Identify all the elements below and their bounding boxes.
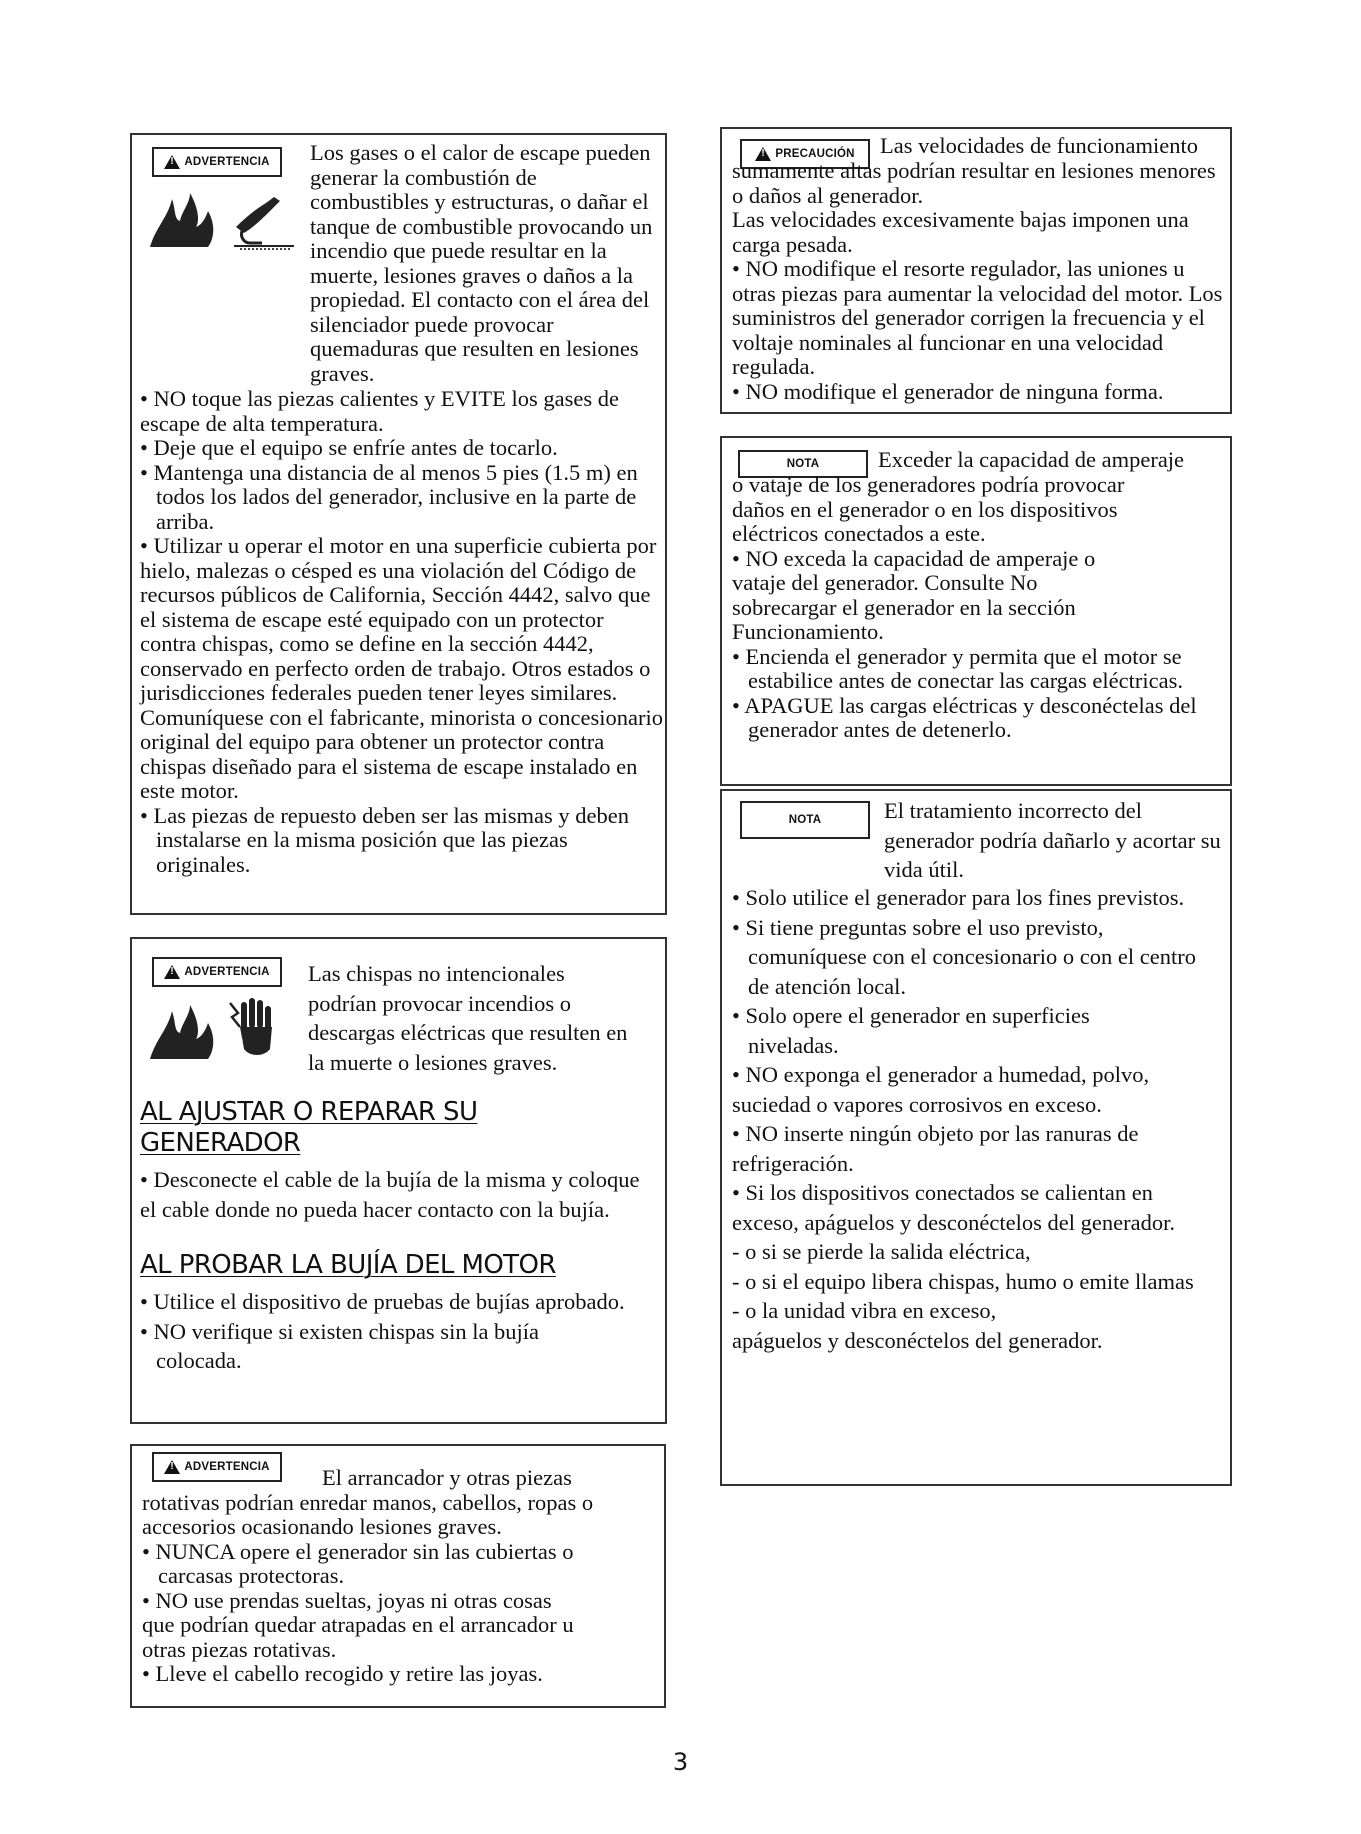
bullet-intended-use: • Solo utilice el generador para los fines previstos. (732, 885, 1185, 910)
warning-box-exhaust (130, 133, 667, 915)
fire-and-shock-icon (146, 997, 286, 1063)
warning-intro-text: El arrancador y otras piezas rotativas podrían enredar manos, cabellos, ropas o accesorios ocasionando lesiones graves. (142, 1465, 594, 1539)
dash-sparks-smoke: - o si el equipo libera chispas, humo o emite llamas (732, 1268, 1194, 1294)
bullet-loose-clothing: • NO use prendas sueltas, joyas ni otras cosas que podrían quedar atrapadas en el arrancador u otras piezas rotativas. (142, 1587, 574, 1662)
note-intro-first-line: Exceder la capacidad de amperaje (878, 447, 1185, 472)
contact-manufacturer-text: Comuníquese con el fabricante, minorista o concesionario original del equipo para obtener un protector contra chispas diseñado para el sistema de escape instalado en este motor. (140, 704, 663, 803)
caution-intro-rest: sumamente altas podrían resultar en lesiones menores o daños al generador. (732, 158, 1216, 208)
bullet-humidity: • NO exponga el generador a humedad, polvo, suciedad o vapores corrosivos en exceso. (732, 1062, 1150, 1117)
bullet-stabilize: • Encienda el generador y permita que el motor se estabilice antes de conectar las cargas eléctricas. (732, 643, 1183, 693)
warning-intro-text: Los gases o el calor de escape pueden generar la combustión de combustibles y estructuras, o dañar el tanque de combustible provocando un incendio que puede resultar en la muerte, lesiones graves o daños a la propiedad. El contacto con el área del silenciador puede provocar quemaduras que resulten en lesiones graves. (310, 140, 653, 386)
bullet-level-surface: • Solo opere el generador en superficies niveladas. (732, 1003, 1090, 1058)
caution-box-speed (720, 127, 1232, 414)
dash-power-loss: - o si se pierde la salida eléctrica, (732, 1239, 1031, 1264)
bullet-no-spark-check: • NO verifique si existen chispas sin la bujía colocada. (140, 1318, 540, 1373)
bullet-no-exceed: • NO exceda la capacidad de amperaje o vataje del generador. Consulte No sobrecargar el generador en la sección Funcionamiento. (732, 545, 1096, 644)
section-heading-adjust: AL AJUSTAR O REPARAR SU GENERADOR (140, 1097, 478, 1158)
fire-and-hot-surface-icon (146, 187, 296, 251)
caution-body (732, 159, 1230, 404)
note-badge: NOTA (738, 450, 868, 478)
note-box-misuse (720, 789, 1232, 1486)
warning-badge: ! ADVERTENCIA (152, 957, 282, 987)
bullet-cool-down: • Deje que el equipo se enfríe antes de tocarlo. (140, 435, 558, 460)
bullet-spark-arrester: • Utilizar u operar el motor en una superficie cubierta por hielo, malezas o césped es una violación del Código de recursos públicos de California, Sección 4442, salvo que el sistema de escape esté equipado con un protector contra chispas, como se define en la sección 4442, conservado en perfecto orden de trabajo. Otros estados o jurisdicciones federales pueden tener leyes similares. (140, 533, 657, 705)
warning-badge: ! ADVERTENCIA (152, 1452, 282, 1482)
bullet-no-modify-generator: • NO modifique el generador de ninguna forma. (732, 378, 1164, 404)
warning-body (140, 387, 665, 877)
warning-badge: ! ADVERTENCIA (152, 147, 282, 177)
note-body (732, 883, 1230, 1355)
warning-body (140, 1097, 665, 1376)
warning-box-sparks (130, 937, 667, 1424)
warning-box-rotating-parts (130, 1444, 666, 1708)
bullet-cooling-slots: • NO inserte ningún objeto por las ranuras de refrigeración. (732, 1121, 1139, 1176)
bullet-overheat: • Si los dispositivos conectados se calientan en exceso, apáguelos y desconéctelos del generador. (732, 1180, 1175, 1235)
bullet-approved-tester: • Utilice el dispositivo de pruebas de bujías aprobado. (140, 1289, 625, 1314)
bullet-clearance: • Mantenga una distancia de al menos 5 pies (1.5 m) en todos los lados del generador, inclusive en la parte de arriba. (140, 459, 638, 534)
bullet-turn-off-loads: • APAGUE las cargas eléctricas y desconéctelas del generador antes de detenerlo. (732, 692, 1197, 742)
closing-instruction: apáguelos y desconéctelos del generador. (732, 1327, 1103, 1353)
bullet-hot-parts: • NO toque las piezas calientes y EVITE los gases de escape de alta temperatura. (140, 386, 619, 436)
note-intro-rest: o vataje de los generadores podría provocar daños en el generador o en los dispositivos eléctricos conectados a este. (732, 472, 1125, 546)
note-body (732, 473, 1230, 743)
warning-triangle-icon (164, 965, 180, 979)
warning-triangle-icon (164, 155, 180, 169)
note-intro-text: El tratamiento incorrecto del generador podría dañarlo y acortar su vida útil. (884, 798, 1221, 882)
bullet-hair-jewelry: • Lleve el cabello recogido y retire las joyas. (142, 1661, 543, 1686)
bullet-no-modify-governor: • NO modifique el resorte regulador, las uniones u otras piezas para aumentar la velocidad del motor. Los suministros del generador corrigen la frecuencia y el voltaje nominales al funcionar en una velocidad regulada. (732, 256, 1223, 379)
paragraph-low-speed: Las velocidades excesivamente bajas imponen una carga pesada. (732, 207, 1189, 257)
section-heading-test: AL PROBAR LA BUJÍA DEL MOTOR (140, 1250, 556, 1280)
paragraph-disconnect: • Desconecte el cable de la bujía de la misma y coloque el cable donde no pueda hacer contacto con la bujía. (140, 1167, 640, 1222)
caution-badge: ! PRECAUCIÓN (740, 139, 870, 169)
page-number: 3 (672, 1748, 689, 1776)
bullet-covers: • NUNCA opere el generador sin las cubiertas o carcasas protectoras. (142, 1538, 574, 1588)
warning-body (142, 1466, 642, 1687)
warning-intro-text: Las chispas no intencionales podrían provocar incendios o descargas eléctricas que resulten en la muerte o lesiones graves. (308, 961, 628, 1075)
dash-vibration: - o la unidad vibra en exceso, (732, 1298, 997, 1323)
bullet-replacement-parts: • Las piezas de repuesto deben ser las mismas y deben instalarse en la misma posición que las piezas originales. (140, 802, 629, 877)
note-badge: NOTA (740, 801, 870, 839)
note-box-capacity (720, 436, 1232, 786)
caution-intro-first-line: Las velocidades de funcionamiento (880, 133, 1199, 158)
bullet-questions: • Si tiene preguntas sobre el uso previsto, comuníquese con el concesionario o con el centro de atención local. (732, 914, 1196, 999)
